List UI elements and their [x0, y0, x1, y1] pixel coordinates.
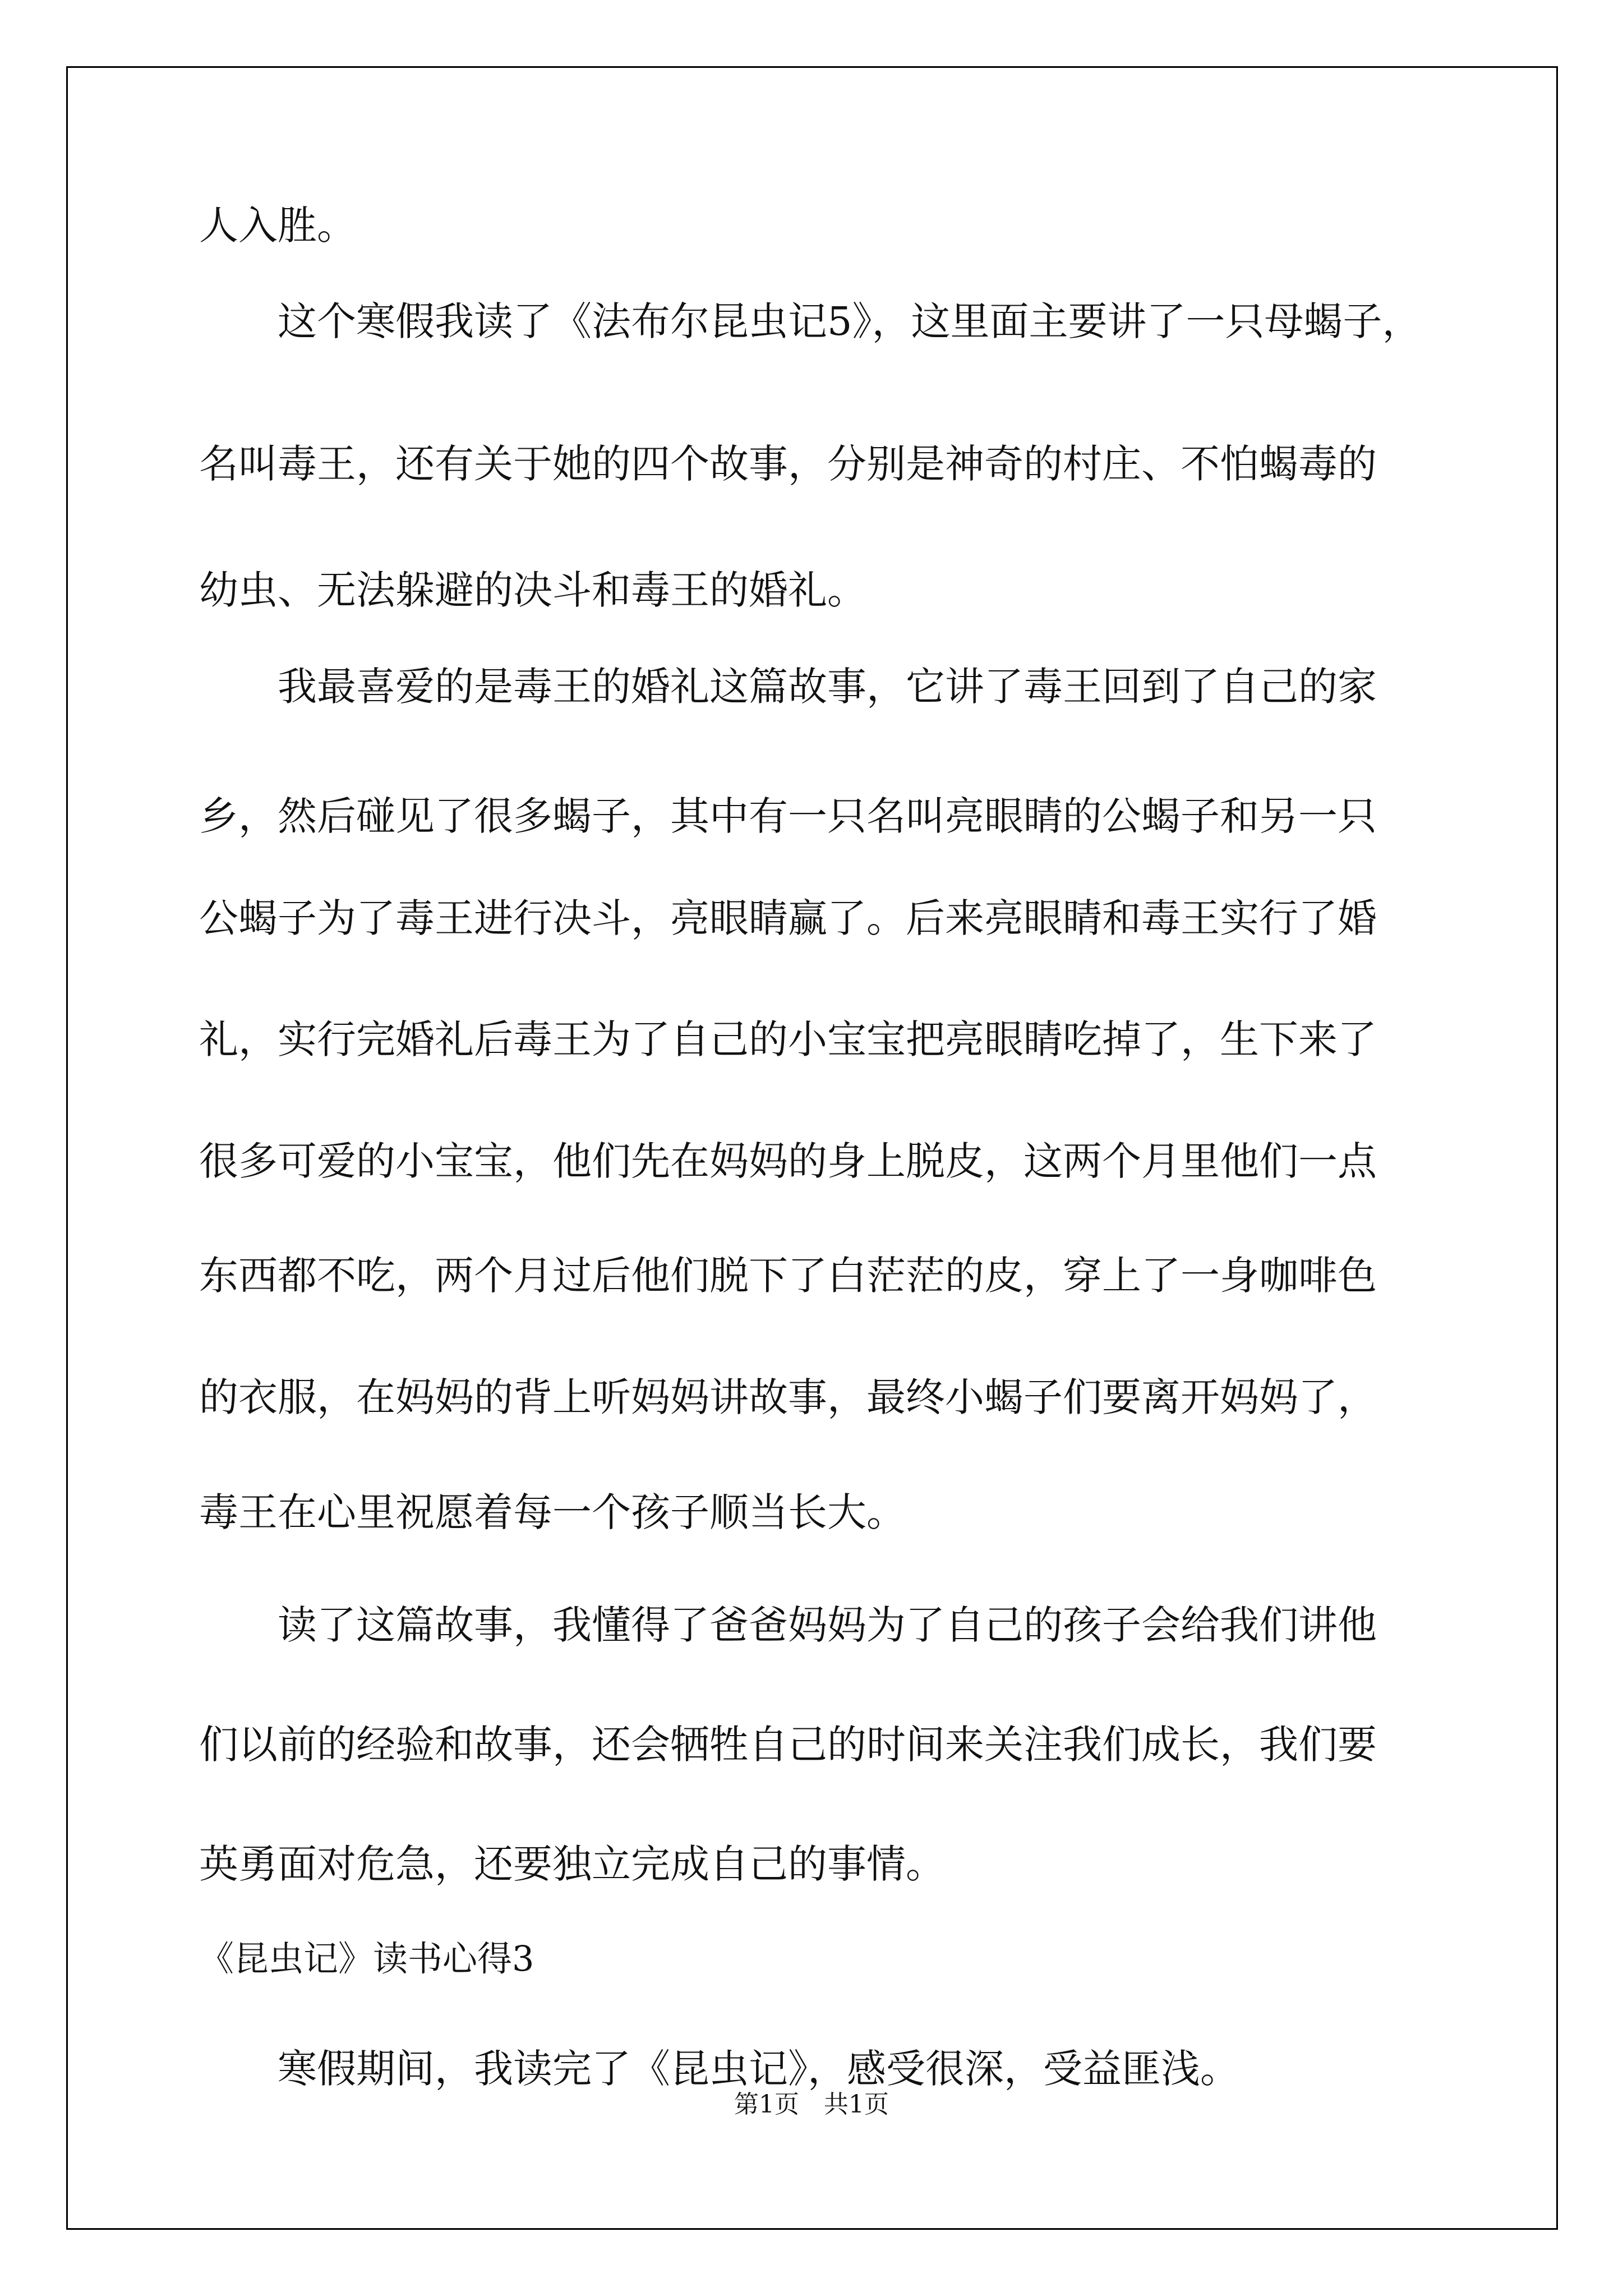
- text-line-3: 名叫毒王，还有关于她的四个故事，分别是神奇的村庄、不怕蝎毒的: [199, 441, 1377, 487]
- text-line-9: 很多可爱的小宝宝，他们先在妈妈的身上脱皮，这两个月里他们一点: [199, 1138, 1377, 1184]
- text-line-8: 礼，实行完婚礼后毒王为了自己的小宝宝把亮眼睛吃掉了，生下来了: [199, 1016, 1377, 1062]
- text-line-16: 寒假期间，我读完了《昆虫记》，感受很深，受益匪浅。: [199, 2046, 1239, 2092]
- page-footer: 第1页 共1页: [734, 2090, 889, 2119]
- text-line-15: 英勇面对危急，还要独立完成自己的事情。: [199, 1841, 945, 1887]
- text-line-7: 公蝎子为了毒王进行决斗，亮眼睛赢了。后来亮眼睛和毒王实行了婚: [199, 895, 1377, 941]
- section-heading: 《昆虫记》读书心得3: [199, 1938, 534, 1979]
- text-line-6: 乡，然后碰见了很多蝎子，其中有一只名叫亮眼睛的公蝎子和另一只: [199, 793, 1377, 839]
- text-line-12: 毒王在心里祝愿着每一个孩子顺当长大。: [199, 1489, 906, 1535]
- text-line-5: 我最喜爱的是毒王的婚礼这篇故事，它讲了毒王回到了自己的家: [199, 664, 1377, 710]
- text-line-13: 读了这篇故事，我懂得了爸爸妈妈为了自己的孩子会给我们讲他: [199, 1602, 1377, 1648]
- text-line-4: 幼虫、无法躲避的决斗和毒王的婚礼。: [199, 567, 866, 613]
- text-line-14: 们以前的经验和故事，还会牺牲自己的时间来关注我们成长，我们要: [199, 1722, 1377, 1768]
- text-line-1: 人入胜。: [199, 203, 356, 249]
- text-line-11: 的衣服，在妈妈的背上听妈妈讲故事，最终小蝎子们要离开妈妈了，: [199, 1374, 1377, 1420]
- text-line-2: 这个寒假我读了《法布尔昆虫记5》，这里面主要讲了一只母蝎子，: [199, 298, 1422, 344]
- text-line-10: 东西都不吃，两个月过后他们脱下了白茫茫的皮，穿上了一身咖啡色: [199, 1253, 1377, 1299]
